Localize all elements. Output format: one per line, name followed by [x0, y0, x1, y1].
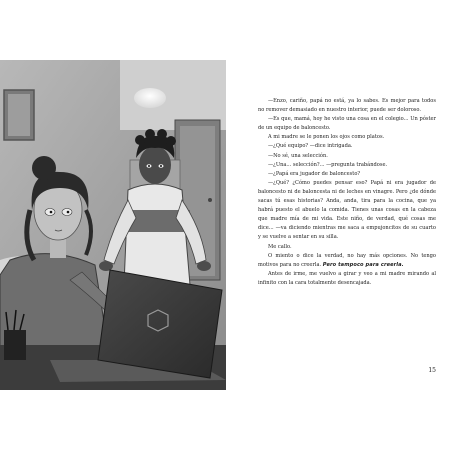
text-page [226, 60, 452, 390]
illustration-art [0, 60, 226, 390]
paragraph-text: O miento o dice la verdad, no hay más opciones. No tengo motivos para no creerla. [258, 252, 436, 268]
paragraph: Antes de irme, me vuelvo a girar y veo a mi madre mirando al infinito con la cara totalmente desencajada. [258, 270, 436, 286]
paragraph: —¿Qué equipo? —dice intrigada. [268, 143, 353, 150]
paragraph: —Enzo, cariño, papá no está, ya lo sabes. Es mejor para todos no remover demasiado en nuestro interior, puede ser doloroso. [258, 98, 436, 114]
paragraph: Me callo. [268, 243, 292, 250]
book-illustration [0, 60, 226, 390]
paragraph: —Es que, mamá, hoy he visto una cosa en el colegio... Un póster de un equipo de baloncesto. [258, 116, 436, 132]
paragraph: —No sé, una selección. [268, 152, 328, 159]
paragraph: —¿Una... selección?... —pregunta trabándose. [268, 161, 388, 168]
paragraph: A mi madre se le ponen los ojos como platos. [268, 134, 385, 141]
emphasized-text: Pero tampoco para creerla. [322, 261, 404, 268]
paragraph: —¿Papá era jugador de baloncesto? [268, 170, 361, 177]
paragraph: —¿Qué? ¿Cómo puedes pensar eso? Papá ni era jugador de baloncesto ni de baloncesta ni de leches en vinagre. Pero ¿de dónde sacas tú esas historias? Anda, anda, tira para la cocina, que ya habrá puesto el abuelo la comida. Tienes unas cosas en la cabeza que madre mía de mi vida. Este niño, de verdad, qué cosas me dice... —va diciendo mientras me saca a empujoncitos de su cuarto y se vuelve a sentar en su silla. [258, 179, 436, 241]
book-spread [0, 60, 452, 390]
story-text [258, 97, 436, 288]
page-number: 15 [428, 367, 436, 374]
paragraph-with-emphasis [258, 252, 436, 270]
